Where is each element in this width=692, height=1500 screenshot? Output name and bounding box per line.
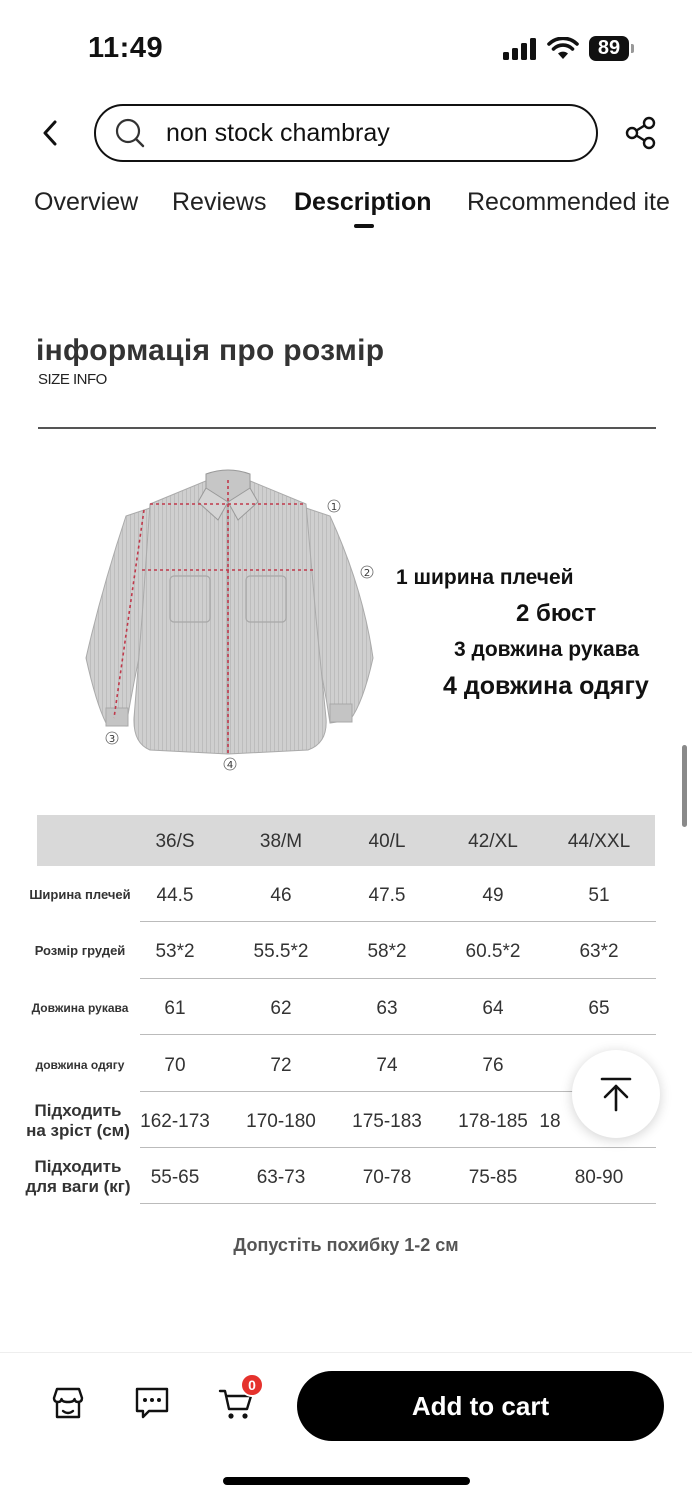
table-cell: 70 (164, 1055, 186, 1076)
status-bar (0, 0, 692, 100)
tolerance-note: Допустіть похибку 1-2 см (233, 1235, 459, 1255)
row-label-sleeve-length: Довжина рукава (31, 1001, 129, 1015)
chevron-left-icon (42, 120, 58, 146)
status-time: 11:49 (88, 32, 164, 64)
table-cell: 49 (482, 885, 504, 906)
cart-count-badge: 0 (240, 1373, 264, 1397)
table-cell: 70-78 (362, 1167, 412, 1188)
table-cell: 76 (482, 1055, 504, 1076)
table-cell: 72 (270, 1055, 292, 1076)
table-header-cell: 36/S (155, 831, 195, 852)
row-divider (140, 1203, 656, 1204)
table-cell: 58*2 (367, 941, 407, 962)
search-input[interactable] (166, 119, 566, 148)
table-header-cell: 44/XXL (567, 831, 631, 852)
table-cell: 63-73 (256, 1167, 306, 1188)
table-cell: 170-180 (246, 1111, 316, 1132)
tab-overview[interactable]: Overview (34, 188, 139, 216)
store-icon (50, 1385, 86, 1421)
table-cell: 80-90 (574, 1167, 624, 1188)
tab-reviews[interactable]: Reviews (172, 188, 267, 216)
arrow-up-icon (599, 1076, 633, 1112)
cellular-signal-icon (503, 38, 537, 60)
scroll-to-top-button[interactable] (572, 1050, 660, 1138)
search-header (0, 100, 692, 166)
marker-2: 2 (363, 568, 371, 579)
size-info-title: інформація про розмір (36, 334, 385, 367)
shirt-illustration (78, 468, 378, 788)
wifi-icon (547, 37, 579, 61)
section-tabs (0, 180, 692, 236)
table-cell: 51 (588, 885, 610, 906)
row-label-chest-size: Розмір грудей (34, 943, 126, 958)
table-cell: 175-183 (352, 1111, 422, 1132)
home-indicator[interactable] (223, 1477, 470, 1485)
active-tab-indicator (354, 224, 374, 228)
table-cell: 63*2 (579, 941, 619, 962)
chat-button[interactable] (132, 1383, 172, 1423)
table-cell: 53*2 (155, 941, 195, 962)
legend-shoulder-width: 1 ширина плечей (396, 566, 574, 589)
marker-1: 1 (330, 502, 338, 513)
section-divider (38, 427, 656, 429)
table-header-cell: 40/L (368, 831, 406, 852)
row-label-line: Підходить (34, 1101, 122, 1120)
description-content (0, 240, 692, 1350)
back-button[interactable] (36, 116, 64, 150)
row-divider (140, 1034, 656, 1035)
chat-icon (133, 1385, 171, 1421)
table-cell: 61 (164, 998, 186, 1019)
battery-tip (631, 44, 634, 53)
row-label-shoulder-width: Ширина плечей (29, 887, 131, 902)
table-cell: 178-185 (458, 1111, 528, 1132)
add-to-cart-button[interactable]: Add to cart (297, 1371, 664, 1441)
table-cell: 46 (270, 885, 292, 906)
legend-sleeve-length: 3 довжина рукава (454, 638, 640, 661)
table-cell: 162-173 (140, 1111, 210, 1132)
row-label-garment-length: довжина одягу (35, 1058, 125, 1072)
marker-4: 4 (226, 760, 234, 771)
table-cell: 60.5*2 (465, 941, 521, 962)
status-icons (503, 36, 634, 61)
legend-bust: 2 бюст (516, 600, 597, 627)
row-divider (140, 1147, 656, 1148)
size-info-subtitle: SIZE INFO (38, 371, 107, 388)
bottom-action-bar (0, 1352, 692, 1500)
row-label-line: Підходить (34, 1157, 122, 1176)
table-cell: 62 (270, 998, 292, 1019)
share-button[interactable] (622, 114, 660, 152)
marker-3: 3 (108, 734, 116, 745)
table-header-cell: 38/M (259, 831, 303, 852)
share-icon (624, 116, 658, 150)
tab-description[interactable]: Description (294, 188, 432, 216)
table-cell: 74 (376, 1055, 398, 1076)
table-cell: 75-85 (468, 1167, 518, 1188)
shirt-size-diagram (78, 468, 378, 788)
row-label-line: на зріст (см) (26, 1121, 130, 1140)
battery-level: 89 (589, 36, 629, 61)
row-label-line: для ваги (кг) (25, 1177, 131, 1196)
store-button[interactable] (48, 1383, 88, 1423)
table-cell: 47.5 (368, 885, 406, 906)
tab-recommended-items[interactable]: Recommended ite (467, 188, 670, 216)
legend-garment-length: 4 довжина одягу (443, 672, 649, 700)
table-cell: 18 (539, 1111, 561, 1132)
table-cell: 55-65 (150, 1167, 200, 1188)
table-cell: 55.5*2 (253, 941, 309, 962)
table-cell: 63 (376, 998, 398, 1019)
row-divider (140, 921, 656, 922)
table-cell: 65 (588, 998, 610, 1019)
table-header-cell: 42/XL (468, 831, 518, 852)
battery-indicator (589, 36, 634, 61)
search-box[interactable] (94, 104, 598, 162)
search-icon (114, 117, 146, 149)
table-cell: 44.5 (156, 885, 194, 906)
row-divider (140, 978, 656, 979)
scrollbar[interactable] (682, 745, 687, 827)
table-cell: 64 (482, 998, 504, 1019)
